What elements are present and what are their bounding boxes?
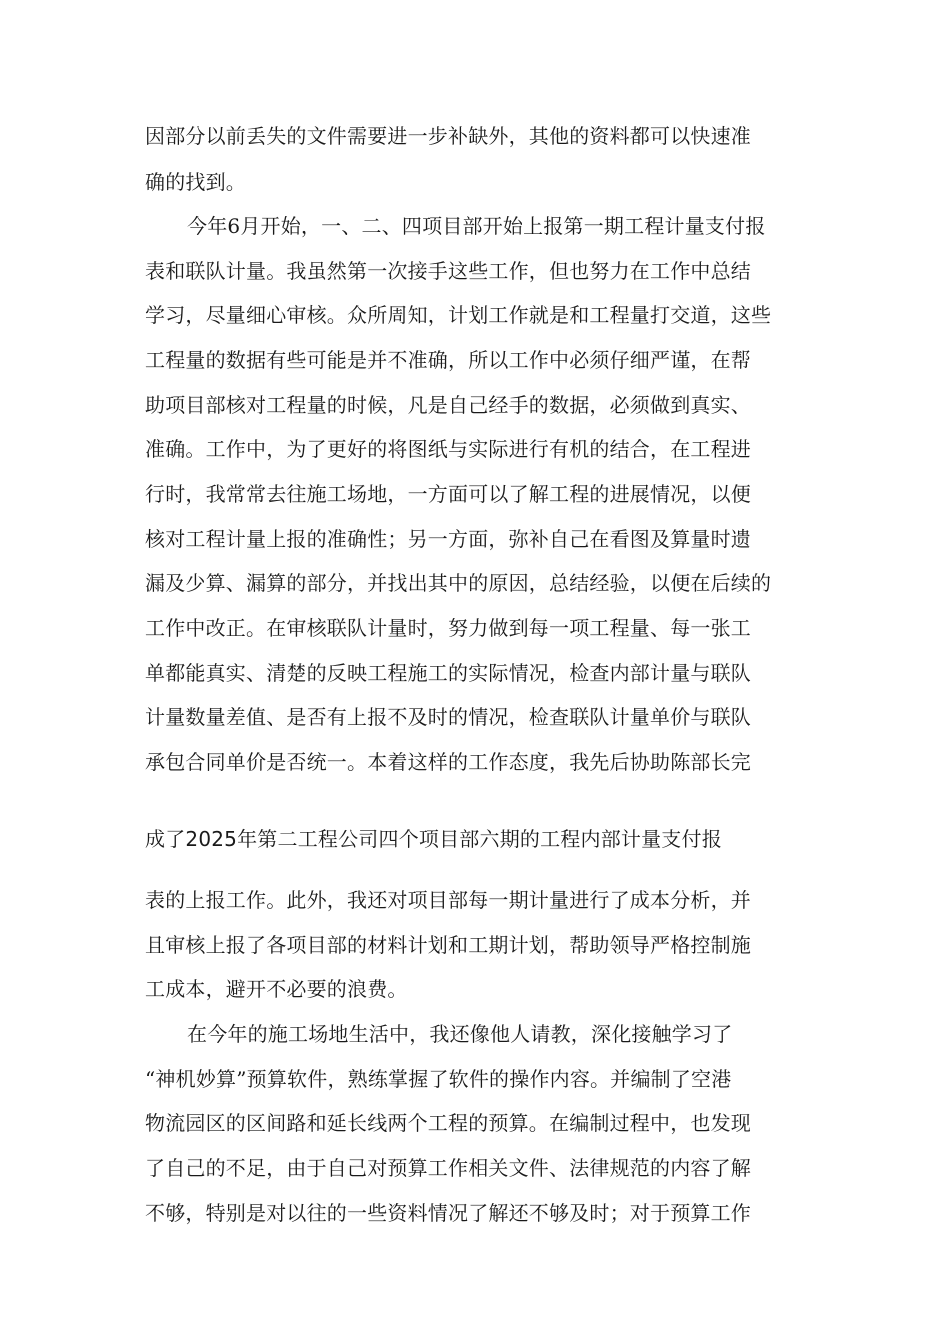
text-line: 核对工程计量上报的准确性；另一方面，弥补自己在看图及算量时遗 bbox=[145, 527, 751, 551]
text-line: 且审核上报了各项目部的材料计划和工期计划，帮助领导严格控制施 bbox=[145, 933, 751, 957]
text-line: 因部分以前丢失的文件需要进一步补缺外，其他的资料都可以快速准 bbox=[145, 124, 751, 148]
text-line: 今年6月开始，一、二、四项目部开始上报第一期工程计量支付报 bbox=[187, 214, 766, 238]
text-line: 了自己的不足，由于自己对预算工作相关文件、法律规范的内容了解 bbox=[145, 1156, 751, 1180]
text-line: 工作中改正。在审核联队计量时，努力做到每一项工程量、每一张工 bbox=[145, 616, 751, 640]
text-line: 物流园区的区间路和延长线两个工程的预算。在编制过程中，也发现 bbox=[145, 1111, 751, 1135]
text-line: 表和联队计量。我虽然第一次接手这些工作，但也努力在工作中总结 bbox=[145, 259, 751, 283]
text-line: 成了2025年第二工程公司四个项目部六期的工程内部计量支付报 bbox=[145, 827, 722, 851]
text-line: 工成本，避开不必要的浪费。 bbox=[145, 977, 408, 1001]
text-line: 单都能真实、清楚的反映工程施工的实际情况，检查内部计量与联队 bbox=[145, 661, 751, 685]
text-line: 确的找到。 bbox=[145, 170, 246, 194]
text-line: 助项目部核对工程量的时候，凡是自己经手的数据，必须做到真实、 bbox=[145, 393, 751, 417]
text-line: 计量数量差值、是否有上报不及时的情况，检查联队计量单价与联队 bbox=[145, 705, 751, 729]
text-line: 学习，尽量细心审核。众所周知，计划工作就是和工程量打交道，这些 bbox=[145, 303, 772, 327]
text-line: 行时，我常常去往施工场地，一方面可以了解工程的进展情况，以便 bbox=[145, 482, 751, 506]
text-line: 漏及少算、漏算的部分，并找出其中的原因，总结经验，以便在后续的 bbox=[145, 571, 772, 595]
text-line: 准确。工作中，为了更好的将图纸与实际进行有机的结合，在工程进 bbox=[145, 437, 751, 461]
text-line: 表的上报工作。此外，我还对项目部每一期计量进行了成本分析，并 bbox=[145, 888, 751, 912]
text-line: 承包合同单价是否统一。本着这样的工作态度，我先后协助陈部长完 bbox=[145, 750, 751, 774]
text-line: “神机妙算”预算软件，熟练掌握了软件的操作内容。并编制了空港 bbox=[145, 1067, 732, 1091]
text-line: 工程量的数据有些可能是并不准确，所以工作中必须仔细严谨，在帮 bbox=[145, 348, 751, 372]
text-line: 在今年的施工场地生活中，我还像他人请教，深化接触学习了 bbox=[187, 1022, 733, 1046]
text-line: 不够，特别是对以往的一些资料情况了解还不够及时；对于预算工作 bbox=[145, 1201, 751, 1225]
